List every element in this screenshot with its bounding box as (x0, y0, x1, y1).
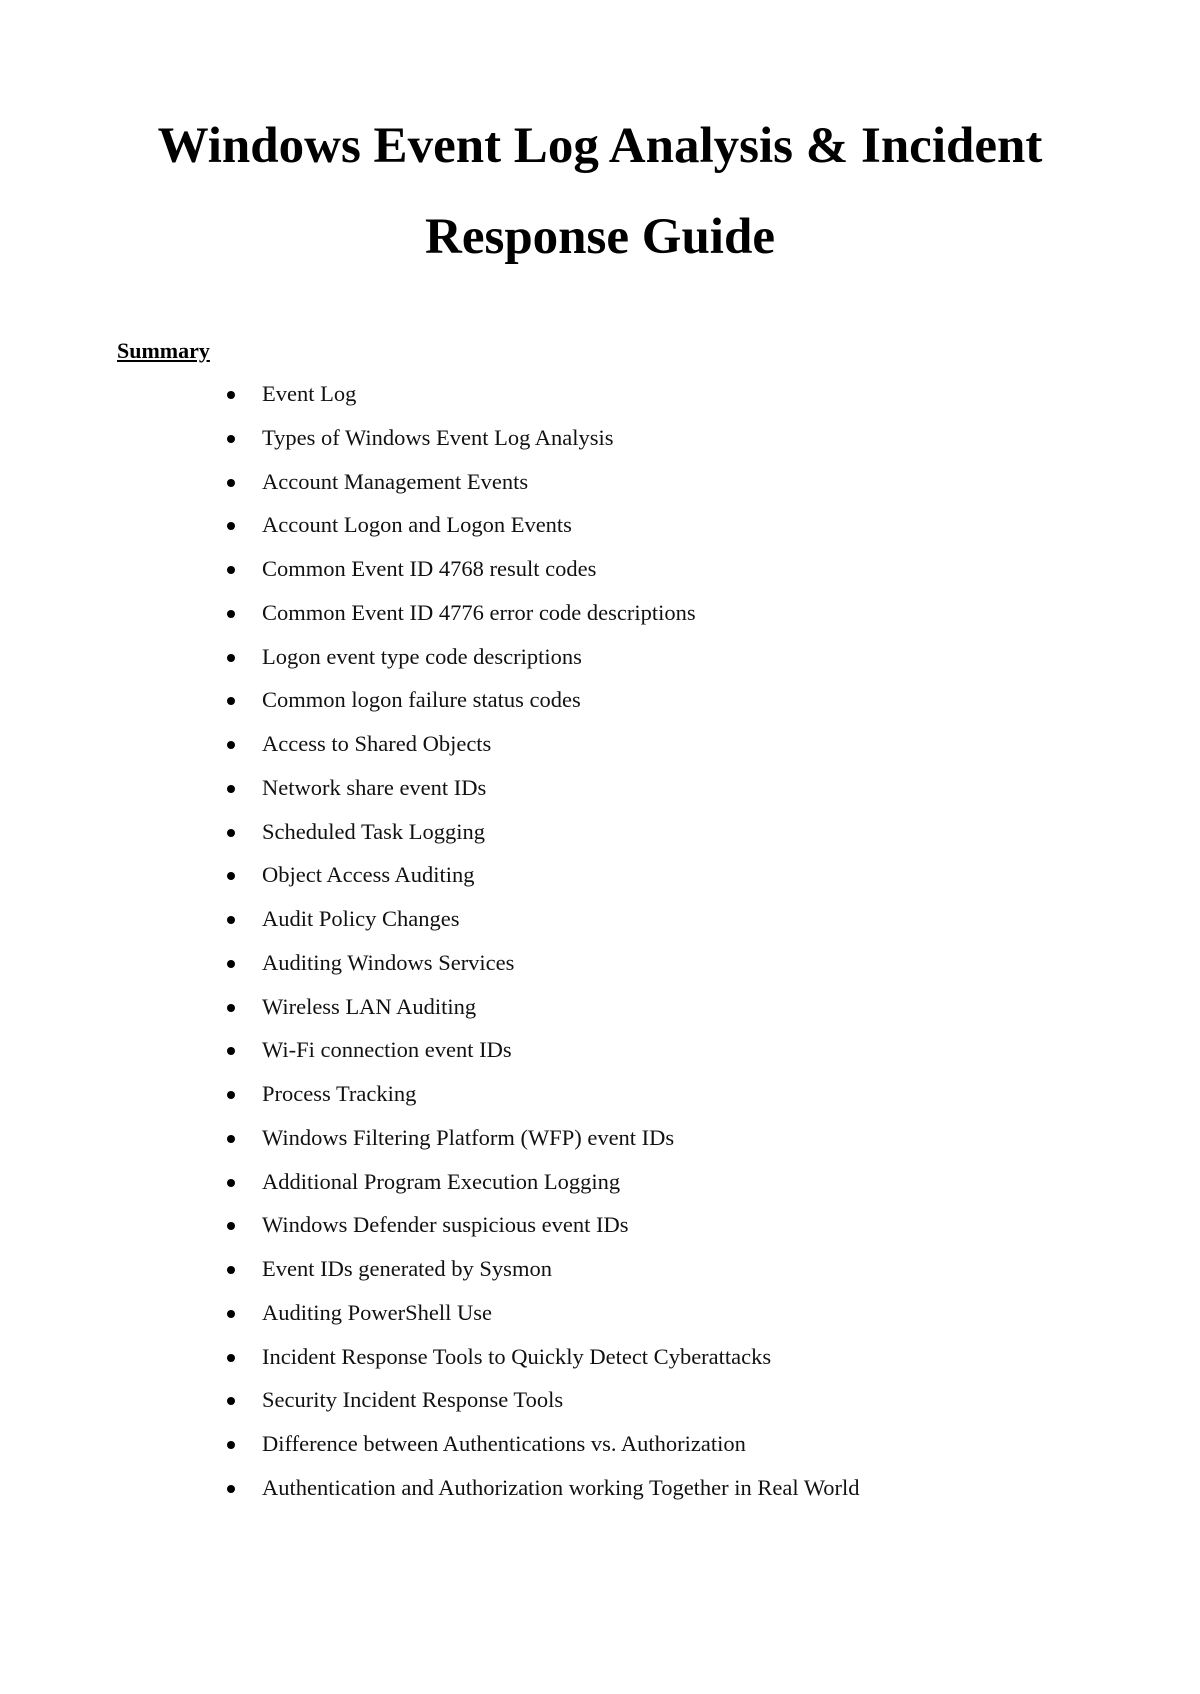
summary-list-item (0, 1036, 1200, 1080)
bullet-icon (227, 1222, 235, 1230)
summary-list-item (0, 555, 1200, 599)
bullet-icon (227, 1179, 235, 1187)
bullet-icon (227, 479, 235, 487)
summary-list-item (0, 1124, 1200, 1168)
bullet-icon (227, 1397, 235, 1405)
summary-list-item (0, 380, 1200, 424)
summary-item-label: Common Event ID 4768 result codes (262, 556, 597, 581)
bullet-icon (227, 1266, 235, 1274)
summary-list-item (0, 1343, 1200, 1387)
bullet-icon (227, 1354, 235, 1362)
bullet-icon (227, 829, 235, 837)
bullet-icon (227, 1004, 235, 1012)
summary-list-item (0, 686, 1200, 730)
summary-item-label: Event Log (262, 381, 357, 406)
summary-item-label: Event IDs generated by Sysmon (262, 1256, 552, 1281)
summary-item-label: Additional Program Execution Logging (262, 1168, 621, 1194)
summary-list-item (0, 424, 1200, 468)
bullet-icon (227, 741, 235, 749)
bullet-icon (227, 1091, 235, 1099)
bullet-icon (227, 610, 235, 618)
bullet-icon (227, 872, 235, 880)
summary-list-item (0, 1474, 1200, 1518)
summary-list-item (0, 774, 1200, 818)
bullet-icon (227, 522, 235, 530)
summary-item-label: Wireless LAN Auditing (262, 993, 477, 1019)
summary-list-item (0, 905, 1200, 949)
summary-list-item (0, 1211, 1200, 1255)
summary-item-label: Windows Defender suspicious event IDs (262, 1212, 629, 1238)
summary-list-item (0, 1080, 1200, 1124)
bullet-icon (227, 1310, 235, 1318)
summary-list-item (0, 1430, 1200, 1474)
bullet-icon (227, 1485, 235, 1493)
summary-item-label: Account Management Events (262, 468, 529, 494)
summary-list-item (0, 949, 1200, 993)
summary-list-item (0, 1386, 1200, 1430)
summary-heading: Summary (117, 338, 210, 363)
summary-list-item (0, 993, 1200, 1037)
summary-item-label: Types of Windows Event Log Analysis (262, 424, 614, 450)
summary-list-item (0, 861, 1200, 905)
summary-item-label: Auditing PowerShell Use (262, 1299, 492, 1325)
bullet-icon (227, 1441, 235, 1449)
summary-item-label: Security Incident Response Tools (262, 1387, 564, 1413)
summary-item-label: Incident Response Tools to Quickly Detect Cyberattacks (262, 1343, 772, 1369)
bullet-icon (227, 654, 235, 662)
bullet-icon (227, 1135, 235, 1143)
summary-item-label: Logon event type code descriptions (262, 643, 582, 669)
summary-item-label: Network share event IDs (262, 774, 487, 800)
summary-item-label: Object Access Auditing (262, 862, 475, 888)
summary-item-label: Wi-Fi connection event IDs (262, 1037, 512, 1063)
summary-item-label: Audit Policy Changes (262, 906, 460, 931)
summary-item-label: Scheduled Task Logging (262, 818, 485, 844)
summary-list (0, 380, 1200, 1518)
summary-list-item (0, 1299, 1200, 1343)
summary-list-item (0, 818, 1200, 862)
bullet-icon (227, 391, 235, 399)
summary-item-label: Auditing Windows Services (262, 949, 515, 975)
bullet-icon (227, 566, 235, 574)
bullet-icon (227, 960, 235, 968)
summary-list-item (0, 730, 1200, 774)
summary-item-label: Account Logon and Logon Events (262, 512, 572, 538)
bullet-icon (227, 435, 235, 443)
document-title-line-1: Windows Event Log Analysis & Incident (157, 118, 1043, 174)
summary-item-label: Difference between Authentications vs. Authorization (262, 1431, 746, 1456)
document-title-line-2: Response Guide (425, 209, 775, 265)
bullet-icon (227, 697, 235, 705)
summary-list-item (0, 1168, 1200, 1212)
summary-item-label: Authentication and Authorization working Together in Real World (262, 1474, 860, 1500)
summary-list-item (0, 643, 1200, 687)
summary-item-label: Access to Shared Objects (262, 731, 492, 756)
bullet-icon (227, 785, 235, 793)
summary-item-label: Common Event ID 4776 error code descriptions (262, 599, 696, 625)
summary-item-label: Windows Filtering Platform (WFP) event IDs (262, 1124, 675, 1150)
summary-list-item (0, 511, 1200, 555)
summary-list-item (0, 468, 1200, 512)
summary-list-item (0, 599, 1200, 643)
bullet-icon (227, 1047, 235, 1055)
summary-item-label: Process Tracking (262, 1081, 417, 1106)
summary-list-item (0, 1255, 1200, 1299)
bullet-icon (227, 916, 235, 924)
summary-item-label: Common logon failure status codes (262, 687, 581, 713)
